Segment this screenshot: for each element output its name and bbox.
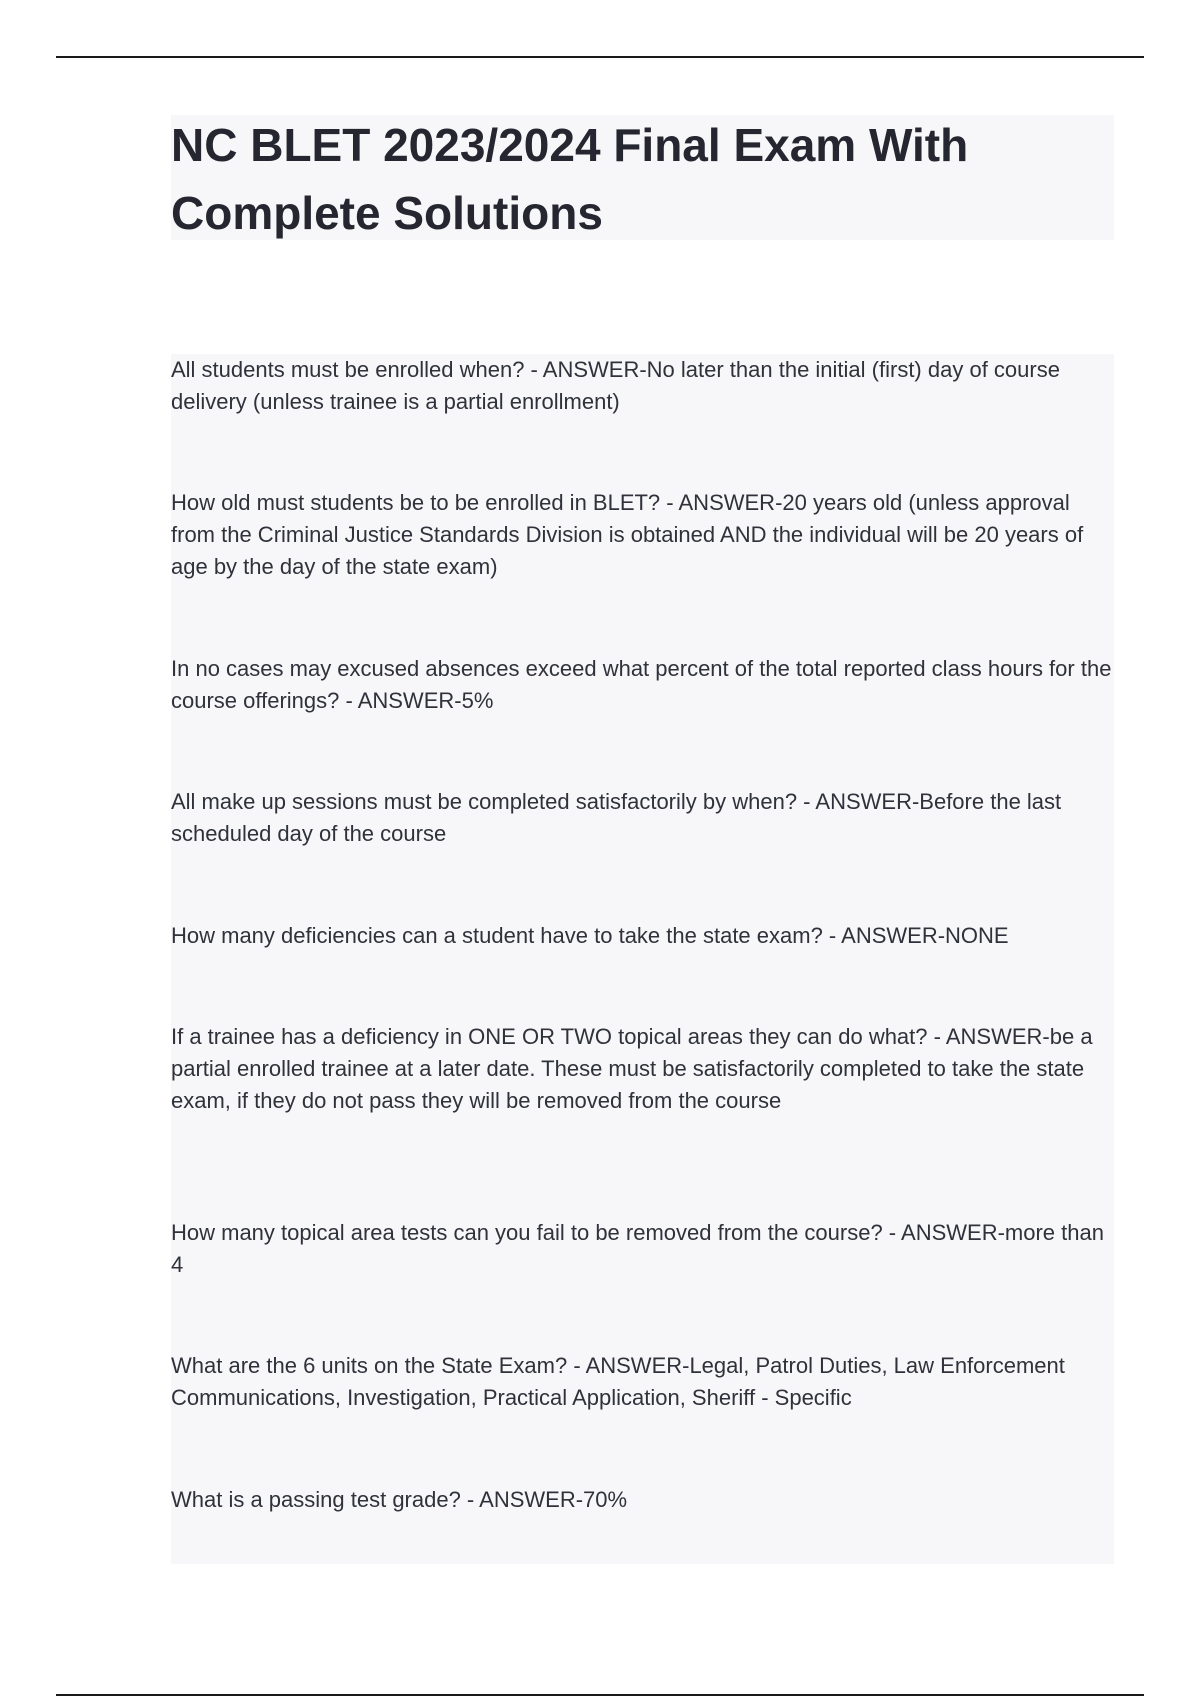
qa-item: How many deficiencies can a student have to take the state exam? - ANSWER-NONE (171, 923, 1009, 948)
qa-item: In no cases may excused absences exceed what percent of the total reported class hours for the course offerings? - ANSWER-5% (171, 656, 1112, 713)
title-block (171, 115, 1114, 240)
qa-item: All students must be enrolled when? - ANSWER-No later than the initial (first) day of course delivery (unless trainee is a partial enrollment) (171, 357, 1060, 414)
qa-item: How old must students be to be enrolled in BLET? - ANSWER-20 years old (unless approval from the Criminal Justice Standards Division is obtained AND the individual will be 20 years of age by the day of the state exam) (171, 490, 1084, 579)
document-title: NC BLET 2023/2024 Final Exam With Complete Solutions (171, 119, 969, 239)
qa-list (171, 354, 1114, 1564)
qa-item: What are the 6 units on the State Exam? - ANSWER-Legal, Patrol Duties, Law Enforcement Communications, Investigation, Practical Application, Sheriff - Specific (171, 1353, 1065, 1410)
qa-item: All make up sessions must be completed satisfactorily by when? - ANSWER-Before the last scheduled day of the course (171, 789, 1062, 846)
bottom-rule (56, 1694, 1144, 1696)
qa-item: If a trainee has a deficiency in ONE OR TWO topical areas they can do what? - ANSWER-be a partial enrolled trainee at a later date. These must be satisfactorily completed to take the state exam, if they do not pass they will be removed from the course (171, 1024, 1093, 1113)
qa-item: How many topical area tests can you fail to be removed from the course? - ANSWER-more than 4 (171, 1220, 1104, 1277)
top-rule (56, 56, 1144, 58)
qa-item: What is a passing test grade? - ANSWER-70% (171, 1487, 628, 1512)
